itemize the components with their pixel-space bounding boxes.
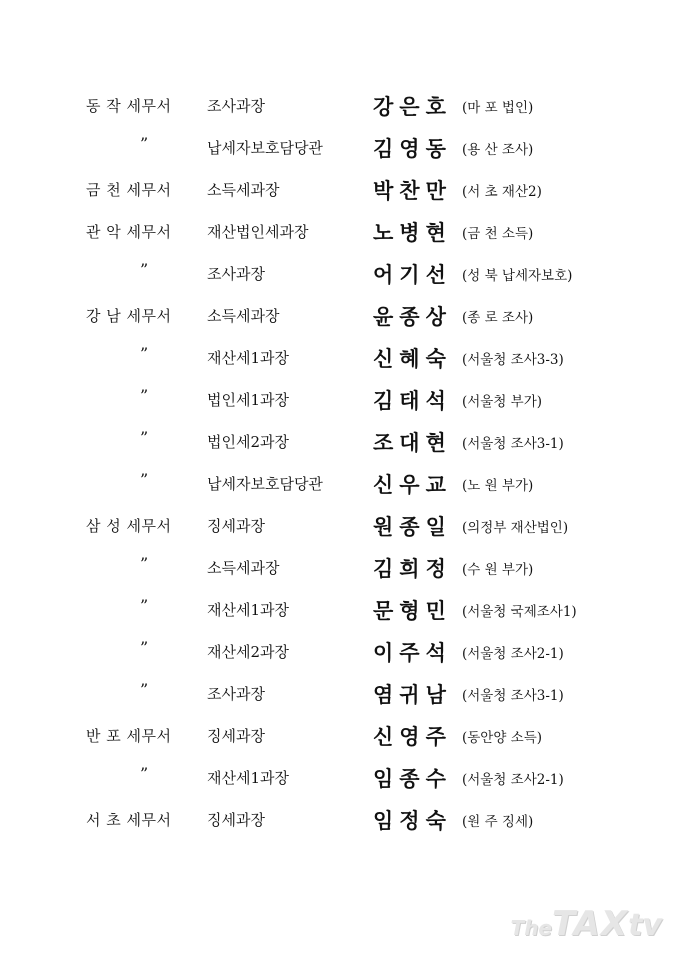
- person-name: 박찬만: [373, 179, 452, 203]
- previous-post: (서울청 조사3-1): [462, 436, 564, 452]
- person-name: 강은호: [373, 95, 452, 119]
- list-item: [0, 754, 680, 796]
- list-item: [0, 712, 680, 754]
- list-item: [0, 460, 680, 502]
- department-position: 납세자보호담당관: [207, 475, 323, 493]
- previous-post: (마 포 법인): [462, 100, 534, 116]
- list-item: [0, 670, 680, 712]
- previous-post: (서울청 조사2-1): [462, 646, 564, 662]
- person-name: 임정숙: [373, 809, 452, 833]
- personnel-list: [0, 82, 680, 838]
- department-position: 소득세과장: [207, 307, 280, 325]
- list-item: [0, 586, 680, 628]
- previous-post: (종 로 조사): [462, 310, 534, 326]
- ditto-mark: ”: [140, 260, 149, 279]
- previous-post: (동안양 소득): [462, 730, 543, 746]
- ditto-mark: ”: [140, 554, 149, 573]
- tax-office: 동 작 세무서: [86, 97, 172, 115]
- department-position: 소득세과장: [207, 559, 280, 577]
- person-name: 김태석: [373, 389, 452, 413]
- previous-post: (서울청 조사2-1): [462, 772, 564, 788]
- tax-office: 삼 성 세무서: [86, 517, 172, 535]
- previous-post: (금 천 소득): [462, 226, 534, 242]
- watermark-tax: TAX: [552, 904, 629, 944]
- department-position: 재산세2과장: [207, 643, 289, 661]
- person-name: 이주석: [373, 641, 452, 665]
- previous-post: (서 초 재산2): [462, 184, 542, 200]
- department-position: 조사과장: [207, 685, 265, 703]
- person-name: 조대현: [373, 431, 452, 455]
- ditto-mark: ”: [140, 428, 149, 447]
- list-item: [0, 208, 680, 250]
- ditto-mark: ”: [140, 680, 149, 699]
- department-position: 소득세과장: [207, 181, 280, 199]
- department-position: 재산세1과장: [207, 349, 289, 367]
- list-item: [0, 544, 680, 586]
- department-position: 징세과장: [207, 727, 265, 745]
- list-item: [0, 628, 680, 670]
- ditto-mark: ”: [140, 344, 149, 363]
- person-name: 원종일: [373, 515, 452, 539]
- person-name: 노병현: [373, 221, 452, 245]
- department-position: 조사과장: [207, 97, 265, 115]
- previous-post: (서울청 조사3-3): [462, 352, 564, 368]
- person-name: 염귀남: [373, 683, 452, 707]
- list-item: [0, 250, 680, 292]
- previous-post: (서울청 국제조사1): [462, 604, 577, 620]
- department-position: 징세과장: [207, 517, 265, 535]
- person-name: 신혜숙: [373, 347, 452, 371]
- department-position: 재산법인세과장: [207, 223, 309, 241]
- watermark-tv: tv: [628, 908, 662, 943]
- person-name: 신영주: [373, 725, 452, 749]
- list-item: [0, 292, 680, 334]
- department-position: 법인세1과장: [207, 391, 289, 409]
- previous-post: (의정부 재산법인): [462, 520, 569, 536]
- tax-office: 금 천 세무서: [86, 181, 172, 199]
- tax-office: 서 초 세무서: [86, 811, 172, 829]
- department-position: 납세자보호담당관: [207, 139, 323, 157]
- person-name: 신우교: [373, 473, 452, 497]
- department-position: 재산세1과장: [207, 601, 289, 619]
- tax-office: 관 악 세무서: [86, 223, 172, 241]
- previous-post: (성 북 납세자보호): [462, 268, 573, 284]
- list-item: [0, 124, 680, 166]
- list-item: [0, 166, 680, 208]
- person-name: 윤종상: [373, 305, 452, 329]
- tax-office: 반 포 세무서: [86, 727, 172, 745]
- thetaxtv-watermark-logo: [511, 904, 662, 944]
- person-name: 문형민: [373, 599, 452, 623]
- list-item: [0, 418, 680, 460]
- list-item: [0, 502, 680, 544]
- list-item: [0, 376, 680, 418]
- department-position: 징세과장: [207, 811, 265, 829]
- ditto-mark: ”: [140, 134, 149, 153]
- previous-post: (용 산 조사): [462, 142, 534, 158]
- department-position: 재산세1과장: [207, 769, 289, 787]
- previous-post: (서울청 조사3-1): [462, 688, 564, 704]
- list-item: [0, 334, 680, 376]
- department-position: 조사과장: [207, 265, 265, 283]
- previous-post: (수 원 부가): [462, 562, 534, 578]
- ditto-mark: ”: [140, 764, 149, 783]
- person-name: 김희정: [373, 557, 452, 581]
- ditto-mark: ”: [140, 638, 149, 657]
- tax-office: 강 남 세무서: [86, 307, 172, 325]
- ditto-mark: ”: [140, 470, 149, 489]
- previous-post: (노 원 부가): [462, 478, 534, 494]
- department-position: 법인세2과장: [207, 433, 289, 451]
- person-name: 어기선: [373, 263, 452, 287]
- previous-post: (서울청 부가): [462, 394, 543, 410]
- list-item: [0, 796, 680, 838]
- watermark-the: The: [510, 916, 552, 940]
- previous-post: (원 주 징세): [462, 814, 534, 830]
- ditto-mark: ”: [140, 596, 149, 615]
- person-name: 임종수: [373, 767, 452, 791]
- list-item: [0, 82, 680, 124]
- person-name: 김영동: [373, 137, 452, 161]
- ditto-mark: ”: [140, 386, 149, 405]
